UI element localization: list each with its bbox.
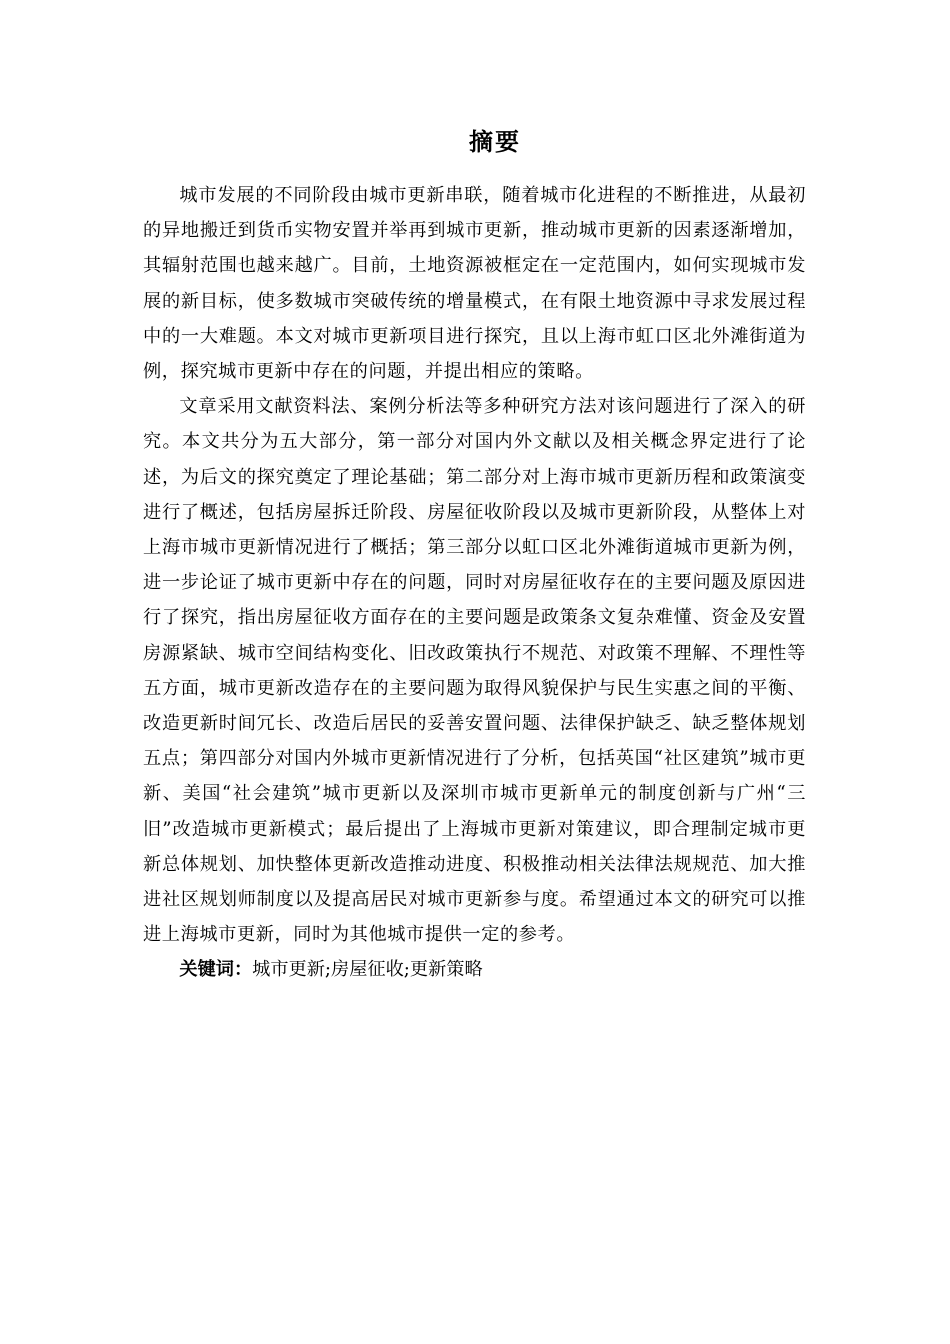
keywords-line <box>143 952 806 987</box>
keywords-value: 城市更新;房屋征收;更新策略 <box>252 959 483 981</box>
abstract-title: 摘要 <box>469 128 521 156</box>
keywords-label: 关键词： <box>179 959 253 981</box>
abstract-body <box>143 178 806 988</box>
abstract-paragraph-1: 城市发展的不同阶段由城市更新串联，随着城市化进程的不断推进，从最初的异地搬迁到货币实物安置并举再到城市更新，推动城市更新的因素逐渐增加，其辐射范围也越来越广。目前，土地资源被框定在一定范围内，如何实现城市发展的新目标，使多数城市突破传统的增量模式，在有限土地资源中寻求发展过程中的一大难题。本文对城市更新项目进行探究，且以上海市虹口区北外滩街道为例，探究城市更新中存在的问题，并提出相应的策略。 <box>143 185 806 383</box>
abstract-paragraph-2: 文章采用文献资料法、案例分析法等多种研究方法对该问题进行了深入的研究。本文共分为五大部分，第一部分对国内外文献以及相关概念界定进行了论述，为后文的探究奠定了理论基础；第二部分对上海市城市更新历程和政策演变进行了概述，包括房屋拆迁阶段、房屋征收阶段以及城市更新阶段，从整体上对上海市城市更新情况进行了概括；第三部分以虹口区北外滩街道城市更新为例，进一步论证了城市更新中存在的问题，同时对房屋征收存在的主要问题及原因进行了探究，指出房屋征收方面存在的主要问题是政策条文复杂难懂、资金及安置房源紧缺、城市空间结构变化、旧改政策执行不规范、对政策不理解、不理性等五方面，城市更新改造存在的主要问题为取得风貌保护与民生实惠之间的平衡、改造更新时间冗长、改造后居民的妥善安置问题、法律保护缺乏、缺乏整体规划五点；第四部分对国内外城市更新情况进行了分析，包括英国“社区建筑”城市更新、美国“社会建筑”城市更新以及深圳市城市更新单元的制度创新与广州“三旧”改造城市更新模式；最后提出了上海城市更新对策建议，即合理制定城市更新总体规划、加快整体更新改造推动进度、积极推动相关法律法规规范、加大推进社区规划师制度以及提高居民对城市更新参与度。希望通过本文的研究可以推进上海城市更新，同时为其他城市提供一定的参考。 <box>143 396 806 946</box>
